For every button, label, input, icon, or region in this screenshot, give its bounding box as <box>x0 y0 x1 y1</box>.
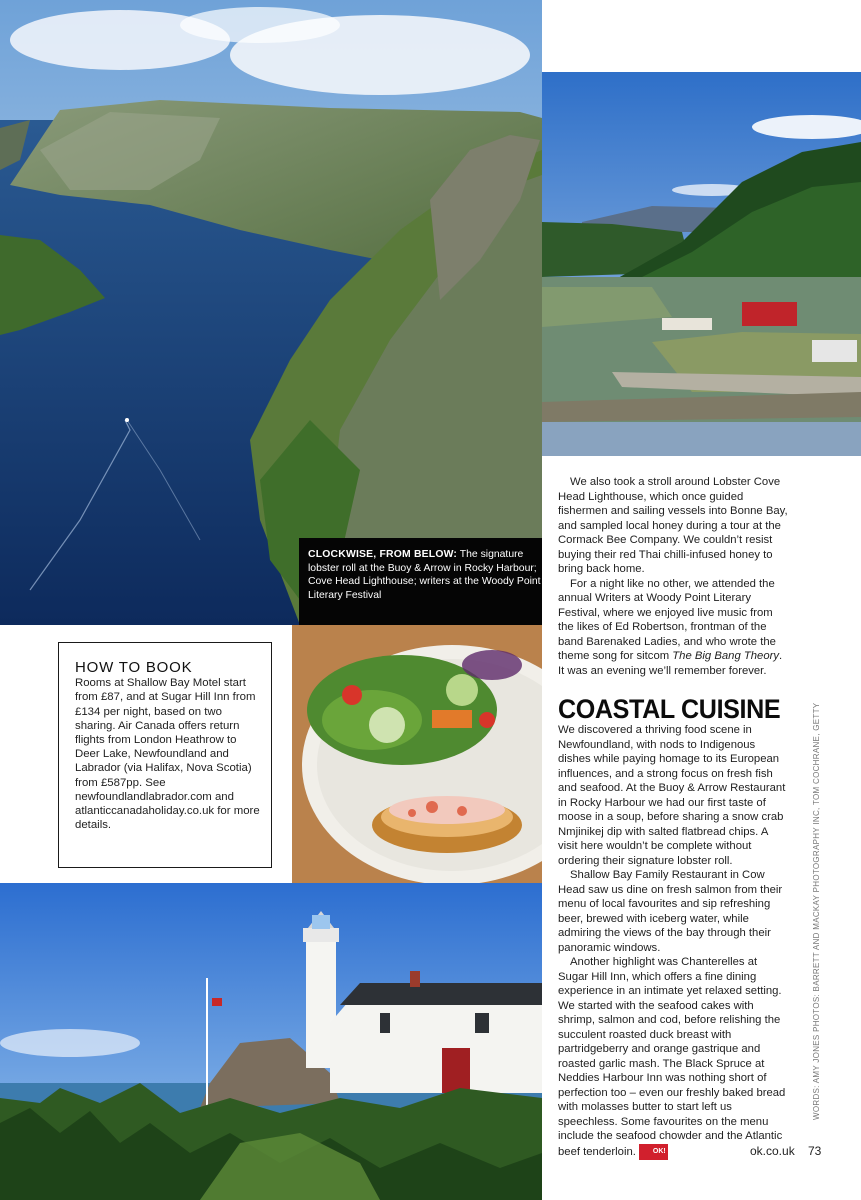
site-url[interactable]: ok.co.uk <box>750 1144 795 1158</box>
show-title: The Big Bang Theory <box>672 650 780 662</box>
photo-credit: WORDS: AMY JONES PHOTOS: BARRETT AND MACKAY PHOTOGRAPHY INC, TOM COCHRANE, GETTY <box>812 702 821 1120</box>
how-to-book-body: Rooms at Shallow Bay Motel start from £87, and at Sugar Hill Inn from £134 per night, based on two sharing. Air Canada offers return flights from London Heathrow to Deer Lake, Newfoundland and Labrador (via Halifax, Nova Scotia) from £587pp. See newfoundlandlabrador.com and atlanticcanadaholiday.co.uk for more details. <box>75 677 260 832</box>
page-number: 73 <box>808 1144 822 1158</box>
fjord-photo <box>0 0 542 625</box>
caption-text: The signature lobster roll at the Buoy & Arrow in Rocky Harbour; Cove Head Lighthouse; writers at the Woody Point Literary Festival <box>308 549 541 601</box>
lobster-roll-photo <box>292 625 542 883</box>
photo-caption <box>299 538 542 625</box>
article-paragraph: For a night like no other, we attended the annual Writers at Woody Point Literary Festival, where we enjoyed live music from the likes of Ed Robertson, frontman of the band Barenaked Ladies, and who wrote the theme song for sitcom The Big Bang Theory. It was an evening we’ll remember forever. <box>558 577 783 677</box>
how-to-book-box <box>58 642 272 868</box>
article-paragraph: Shallow Bay Family Restaurant in Cow Head saw us dine on fresh salmon from their menu of local favourites and sip refreshing beer, brewed with iceberg water, while admiring the views of the bay through their panoramic windows. <box>558 869 783 954</box>
article-column-top <box>558 475 790 678</box>
article-paragraph: We also took a stroll around Lobster Cove Head Lighthouse, which once guided fishermen and sailing vessels into Bonne Bay, and sampled local honey during a tour at the Cormack Bee Company. We couldn’t resist buying their red Thai chilli-infused honey to bring back home. <box>558 476 788 575</box>
section-heading: COASTAL CUISINE <box>558 694 781 724</box>
how-to-book-heading: HOW TO BOOK <box>75 659 193 676</box>
article-paragraph: Another highlight was Chanterelles at Sugar Hill Inn, which offers a fine dining experience in an intimate yet relaxed setting. We started with the seafood cakes with shrimp, salmon and cod, before relishing the succulent roasted duck breast with partridgeberry and orange gastrique and roasted garlic mash. The Black Spruce at Neddies Harbour Inn was nothing short of perfection too – even our freshly baked bread with molasses butter to start left us speechless. Some favourites on the menu include the seafood chowder and the Atlantic beef tenderloin. OK! <box>558 955 790 1160</box>
caption-lead: CLOCKWISE, FROM BELOW: <box>308 549 458 560</box>
ok-end-mark: OK! <box>639 1144 668 1161</box>
article-column-bottom <box>558 723 790 1160</box>
harbour-photo <box>542 72 861 456</box>
article-paragraph: We discovered a thriving food scene in Newfoundland, with nods to Indigenous dishes while paying homage to its European influences, and a strong focus on fresh fish and seafood. At the Buoy & Arrow Restaurant in Rocky Harbour we had our first taste of moose in a soup, before sharing a snow crab Nmjinikej dip with salted flatbread chips. A visit here wouldn’t be complete without ordering their signature lobster roll. <box>558 724 786 867</box>
lighthouse-photo <box>0 883 542 1200</box>
